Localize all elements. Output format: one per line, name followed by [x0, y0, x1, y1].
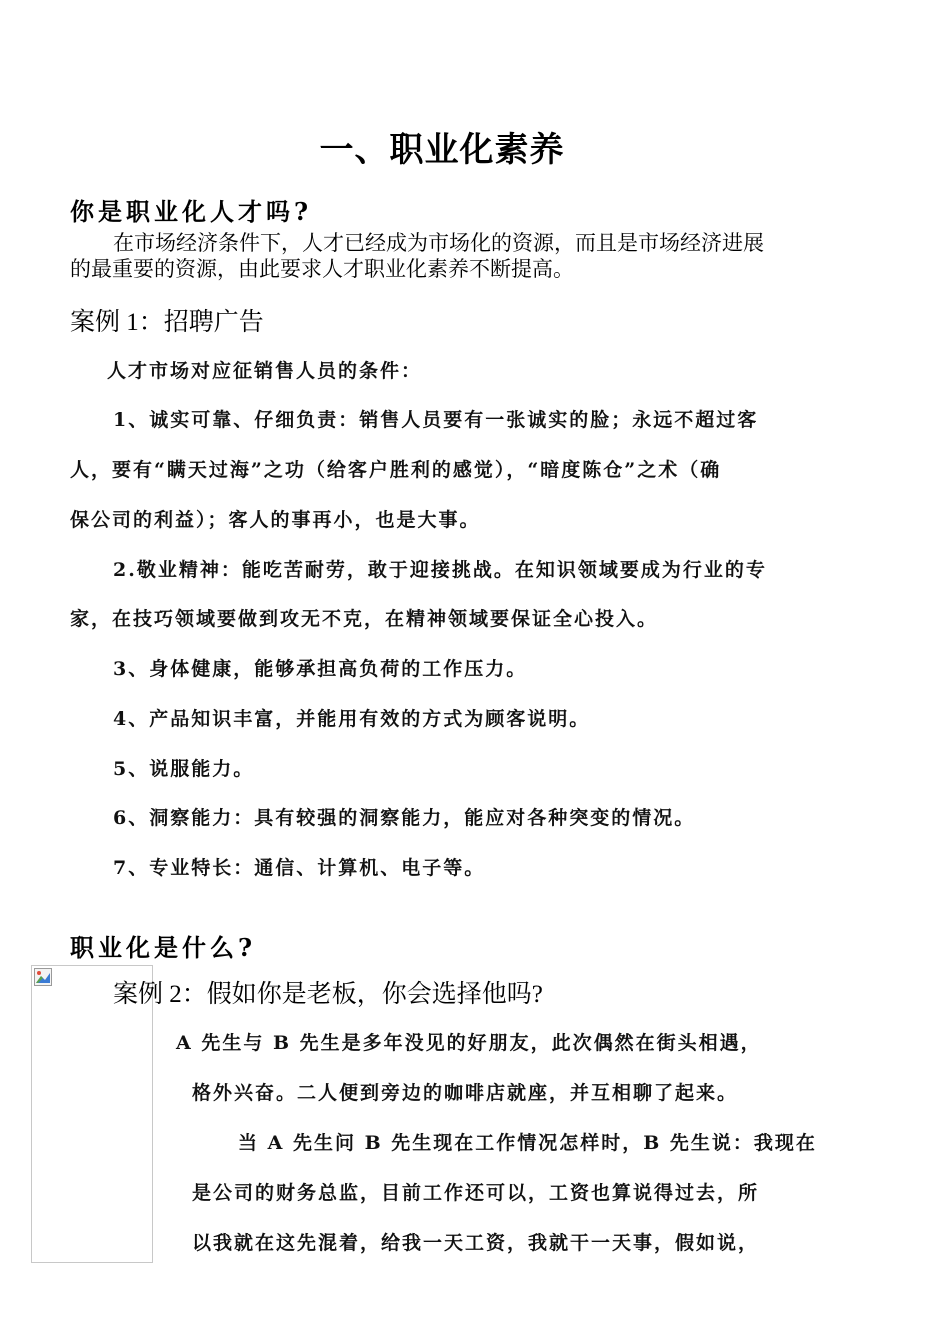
story-line: 是公司的财务总监，目前工作还可以，工资也算说得过去，所: [192, 1182, 760, 1204]
section-heading-professionalism: 职业化是什么?: [70, 933, 257, 962]
intro-line: 的最重要的资源，由此要求人才职业化素养不断提高。: [70, 257, 574, 281]
story-line: 格外兴奋。二人便到旁边的咖啡店就座，并互相聊了起来。: [192, 1082, 739, 1104]
story-line: 当 A 先生问 B 先生现在工作情况怎样时，B 先生说：我现在: [238, 1132, 817, 1154]
broken-image-icon: [34, 968, 52, 986]
requirement-line: 5、说服能力。: [113, 758, 255, 780]
requirement-line: 3、身体健康，能够承担高负荷的工作压力。: [113, 658, 528, 680]
page-title: 一、职业化素养: [319, 130, 565, 170]
case1-subheading: 人才市场对应征销售人员的条件：: [107, 360, 423, 382]
requirement-line: 6、洞察能力：具有较强的洞察能力，能应对各种突变的情况。: [113, 807, 696, 829]
intro-line: 在市场经济条件下，人才已经成为市场化的资源，而且是市场经济进展: [113, 231, 764, 255]
requirement-line: 人，要有“瞒天过海”之功（给客户胜利的感觉），“暗度陈仓”之术（确: [70, 459, 722, 481]
requirement-line: 2.敬业精神：能吃苦耐劳，敢于迎接挑战。在知识领域要成为行业的专: [113, 559, 767, 581]
requirement-line: 7、专业特长：通信、计算机、电子等。: [113, 857, 486, 879]
case1-heading: 案例 1：招聘广告: [70, 309, 264, 336]
requirement-line: 家，在技巧领域要做到攻无不克，在精神领域要保证全心投入。: [70, 608, 659, 630]
case2-heading: 案例 2：假如你是老板，你会选择他吗?: [113, 981, 543, 1008]
requirement-line: 保公司的利益）；客人的事再小，也是大事。: [70, 509, 481, 531]
story-line: 以我就在这先混着，给我一天工资，我就干一天事，假如说，: [192, 1232, 760, 1254]
section-heading-talent: 你是职业化人才吗?: [70, 197, 313, 226]
story-line: A 先生与 B 先生是多年没见的好朋友，此次偶然在街头相遇，: [176, 1032, 762, 1054]
requirement-line: 4、产品知识丰富，并能用有效的方式为顾客说明。: [113, 708, 591, 730]
requirement-line: 1、诚实可靠、仔细负责：销售人员要有一张诚实的脸；永远不超过客: [113, 409, 759, 431]
